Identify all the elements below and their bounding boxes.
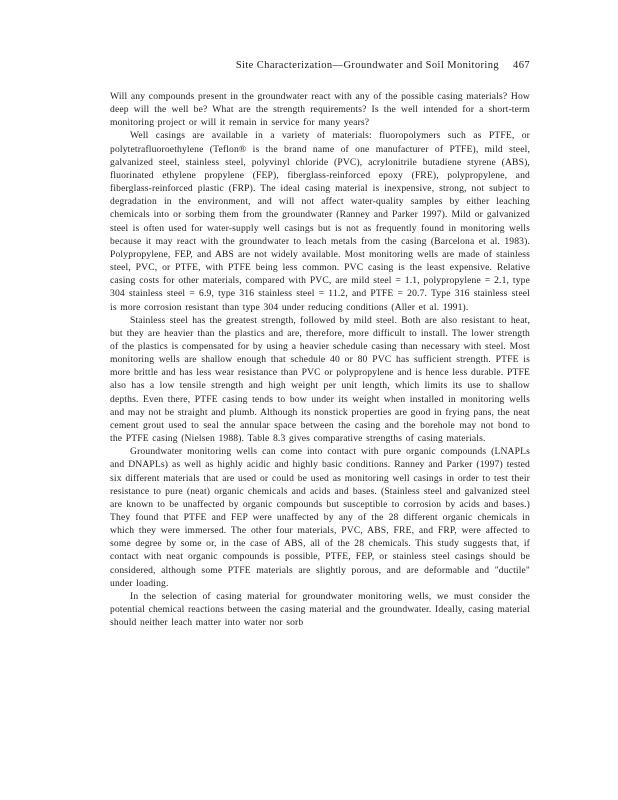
paragraph: Groundwater monitoring wells can come into contact with pure organic compounds (LNAPLs and DNAPLs) as well as highly acidic and highly basic conditions. Ranney and Parker (1997) tested six different materials that are used or could be used as monitoring well casings in order to test their resistance to pure (neat) organic chemicals and acids and bases. (Stainless steel and galvanized steel are known to be unaffected by organic compounds but susceptible to corrosion by acids and bases.) They found that PTFE and FEP were unaffected by any of the 28 different organic chemicals in which they were immersed. The other four materials, PVC, ABS, FRE, and FRP, were affected to some degree by some or, in the case of ABS, all of the 28 chemicals. This study suggests that, if contact with neat organic compounds is possible, PTFE, FEP, or stainless steel casings should be considered, although some PTFE materials are slightly porous, and are deformable and "ductile" under loading. bbox=[110, 446, 530, 589]
paragraph: Well casings are available in a variety of materials: fluoropolymers such as PTFE, or polytetrafluoroethylene (Teflon® is the brand name of one manufacturer of PTFE), mild steel, galvanized steel, stainless steel, polyvinyl chloride (PVC), acrylonitrile butadiene styrene (ABS), fluorinated ethylene propylene (FEP), fiberglass-reinforced epoxy (FRE), polypropylene, and fiberglass-reinforced plastic (FRP). The ideal casing material is inexpensive, strong, not subject to degradation in the environment, and will not affect water-quality samples by either leaching chemicals into or sorbing them from the groundwater (Ranney and Parker 1997). Mild or galvanized steel is often used for water-supply well casings but is not as frequently found in monitoring wells because it may react with the groundwater to leach metals from the casing (Barcelona et al. 1983). Polypropylene, FEP, and ABS are not widely available. Most monitoring wells are made of stainless steel, PVC, or PTFE, with PTFE being less common. PVC casing is the least expensive. Relative casing costs for other materials, compared with PVC, are mild steel = 1.1, polypropylene = 2.1, type 304 stainless steel = 6.9, type 316 stainless steel = 11.2, and PTFE = 20.7. Type 316 stainless steel is more corrosion resistant than type 304 under reducing conditions (Aller et al. 1991). bbox=[110, 130, 530, 313]
paragraph: Will any compounds present in the groundwater react with any of the possible casing materials? How deep will the well be? What are the strength requirements? Is the well intended for a short-term monitoring project or will it remain in service for many years? bbox=[110, 91, 530, 129]
running-title: Site Characterization—Groundwater and Soil Monitoring bbox=[235, 60, 500, 71]
page-number: 467 bbox=[513, 60, 530, 71]
running-header bbox=[230, 60, 530, 71]
body-text bbox=[110, 90, 530, 629]
paragraph: In the selection of casing material for groundwater monitoring wells, we must consider the potential chemical reactions between the casing material and the groundwater. Ideally, casing material should neither leach matter into water nor sorb bbox=[110, 590, 530, 629]
paragraph: Stainless steel has the greatest strength, followed by mild steel. Both are also resistant to heat, but they are heavier than the plastics and are, therefore, more difficult to install. The lower strength of the plastics is compensated for by using a heavier schedule casing than necessary with steel. Most monitoring wells are shallow enough that schedule 40 or 80 PVC has sufficient strength. PTFE is more brittle and has less wear resistance than PVC or polypropylene and is hence less durable. PTFE also has a low tensile strength and high weight per unit length, which limits its use to shallow depths. Even there, PTFE casing tends to bow under its weight when installed in monitoring wells and may not be straight and plumb. Although its nonstick properties are good in frying pans, the neat cement grout used to seal the annular space between the casing and the borehole may not bond to the PTFE casing (Nielsen 1988). Table 8.3 gives comparative strengths of casing materials. bbox=[110, 314, 530, 445]
